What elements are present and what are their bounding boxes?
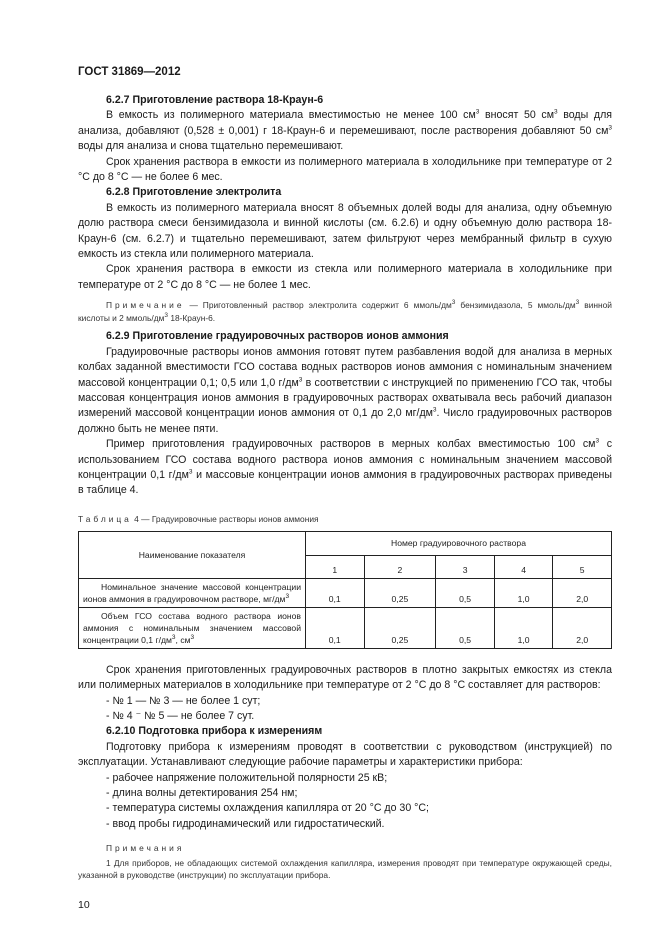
document-header: ГОСТ 31869—2012	[78, 66, 181, 78]
column-header: Наименование показателя	[79, 531, 306, 578]
section-heading: 6.2.7 Приготовление раствора 18-Краун-6	[106, 94, 324, 106]
paragraph: Пример приготовления градуировочных растворов в мерных колбах вместимостью 100 $см^3$ с использованием ГСО состава водного раствора ионов аммония с номинальным значением массовой концентрации 0,1 $г/дм^3$ и массовые концентрации ионов аммония в градуировочных растворах приведены в таблице 4.	[78, 437, 613, 497]
table-caption: Таблица 4 — Градуировочные растворы ионов аммония	[78, 513, 319, 524]
column-header: 3	[436, 555, 495, 578]
column-header: 5	[553, 555, 612, 578]
notes-label: Примечания	[106, 843, 185, 854]
section-heading: 6.2.10 Подготовка прибора к измерениям	[106, 725, 323, 738]
list-item: - № 1 — № 3 — не более 1 сут;	[106, 694, 261, 707]
column-header: 1	[306, 555, 365, 578]
section-heading: 6.2.9 Приготовление градуировочных растворов ионов аммония	[106, 330, 449, 343]
paragraph: В емкость из полимерного материала вносят 8 объемных долей воды для анализа, одну объемную долю раствора смеси бензимидазола и винной кислоты (см. 6.2.6) и одну объемную долю раствора 18-Краун-6 (см. 6.2.7) и тщательно перемешивают, затем фильтруют через мембранный фильтр в сухую емкость из стекла или полимерного материала.	[78, 201, 612, 261]
paragraph: В емкость из полимерного материала вместимостью не менее 100 $см^3$ вносят 50 $см^3$ воды для анализа, добавляют (0,528 ± 0,001) г 18-Краун-6 и перемешивают, после растворения добавляют 50 $см^3$ воды для анализа и снова тщательно перемешивают.	[78, 108, 612, 153]
paragraph: Срок хранения раствора в емкости из стекла или полимерного материала в холодильнике при температуре от 2 °С до 8 °С — не более 1 мес.	[78, 263, 612, 291]
row-label: Объем ГСО состава водного раствора ионов аммония с номинальным значением массовой концентрации 0,1 $г/дм^3$, $см^3$	[79, 607, 306, 648]
table-cell: 0,25	[364, 607, 436, 648]
table-cell: 0,5	[436, 607, 495, 648]
table-cell: 1,0	[494, 607, 553, 648]
section-6-2-7-to-6-2-9	[78, 93, 612, 499]
column-header: 2	[364, 555, 436, 578]
section-heading: 6.2.8 Приготовление электролита	[106, 186, 282, 199]
data-table	[78, 531, 612, 649]
table-cell: 0,25	[364, 578, 436, 607]
table-cell: 0,1	[306, 607, 365, 648]
table-row	[79, 607, 612, 648]
table-cell: 0,1	[306, 578, 365, 607]
page-number: 10	[78, 898, 90, 911]
list-item: - рабочее напряжение положительной полярности 25 кВ;	[106, 771, 388, 784]
list-item: - длина волны детектирования 254 нм;	[106, 787, 298, 799]
paragraph: Срок хранения приготовленных градуировочных растворов в плотно закрытых емкостях из стекла или полимерных материалов в холодильнике при температуре от 2 °С до 8 °С составляет для растворов:	[78, 663, 612, 692]
list-item: - № 4 ⁻ № 5 — не более 7 сут.	[106, 709, 255, 722]
list-item: - температура системы охлаждения капилляра от 20 °С до 30 °С;	[106, 802, 429, 815]
paragraph: Градуировочные растворы ионов аммония готовят путем разбавления водой для анализа в мерных колбах заданной вместимости ГСО состава водных растворов ионов аммония с номинальным значением массовой концентрации 0,1; 0,5 или 1,0 $г/дм^3$ в соответствии с инструкцией по применению ГСО так, чтобы массовая концентрация ионов аммония в градуировочных растворах охватывала весь рабочий диапазон измерений массовой концентрации ионов аммония от 0,1 до 2,0 $мг/дм^3$. Число градуировочных растворов должно быть не менее пяти.	[78, 345, 612, 435]
section-6-2-10	[78, 663, 612, 882]
paragraph: Подготовку прибора к измерениям проводят в соответствии с руководством (инструкцией) по эксплуатации. Устанавливают следующие рабочие параметры и характеристики прибора:	[78, 740, 612, 769]
note: Примечание — Приготовленный раствор электролита содержит 6 ммоль/$дм^3$ бензимидазола, 5 ммоль/$дм^3$ винной кислоты и 2 ммоль/$дм^3$ 18-Краун-6.	[78, 299, 612, 323]
table-cell: 2,0	[553, 607, 612, 648]
table-cell: 2,0	[553, 578, 612, 607]
table-4-block	[78, 513, 612, 649]
table-cell: 0,5	[436, 578, 495, 607]
paragraph: Срок хранения раствора в емкости из полимерного материала в холодильнике при температуре от 2 °С до 8 °С — не более 6 мес.	[78, 155, 612, 184]
row-label: Номинальное значение массовой концентрации ионов аммония в градуировочном растворе, $мг/дм^3$	[79, 578, 306, 607]
note: 1 Для приборов, не обладающих системой охлаждения капилляра, измерения проводят при температуре окружающей среды, указанной в руководстве (инструкции) по эксплуатации прибора.	[78, 857, 612, 881]
list-item: - ввод пробы гидродинамический или гидростатический.	[106, 817, 385, 830]
table-cell: 1,0	[494, 578, 553, 607]
table-row	[79, 578, 612, 607]
column-header: 4	[494, 555, 553, 578]
column-group-header: Номер градуировочного раствора	[306, 531, 612, 555]
